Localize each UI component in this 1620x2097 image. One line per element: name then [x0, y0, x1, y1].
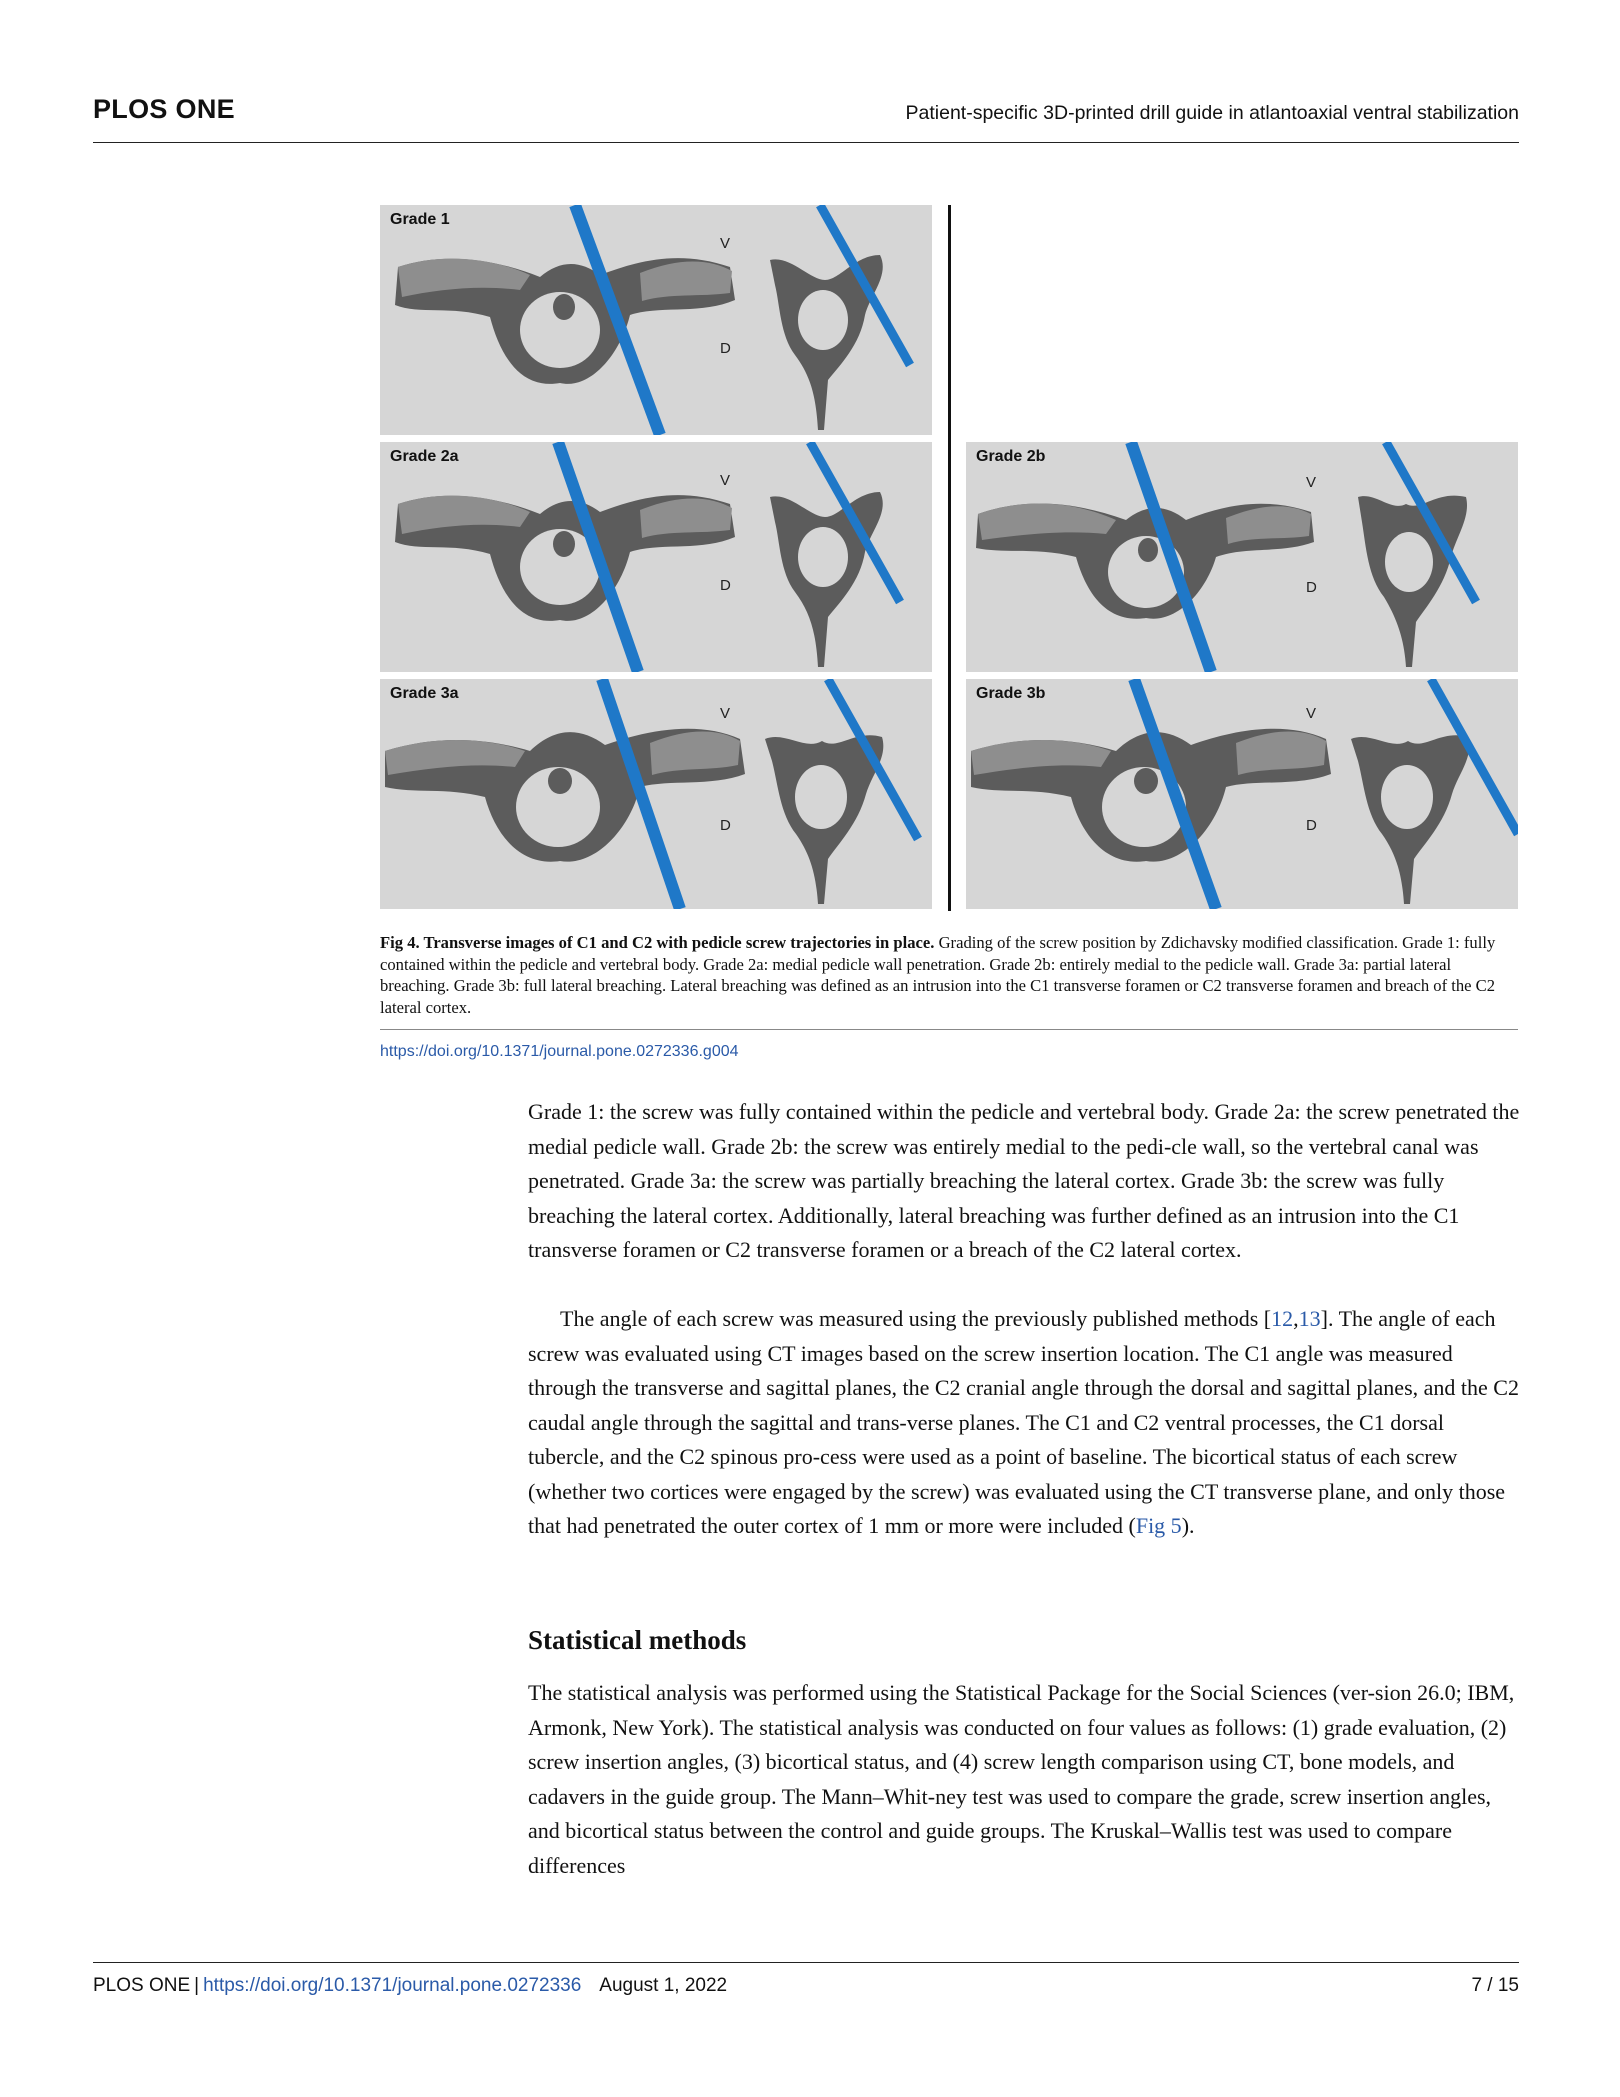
vertebra-illustration	[380, 205, 932, 435]
panel-grade-3a	[380, 679, 932, 909]
footer-separator: |	[194, 1975, 200, 1996]
header-rule	[93, 142, 1519, 143]
vertebra-illustration	[380, 442, 932, 672]
vertebra-illustration	[380, 679, 932, 909]
grade-label: Grade 2b	[976, 448, 1046, 465]
text: ]. The angle of each screw was evaluated using CT images based on the screw insertion location. The C1 angle was measured through the transverse and sagittal planes, the C2 cranial angle through the dorsal and sagittal planes, and the C2 caudal angle through the sagittal and trans-verse planes. The C1 and C2 ventral processes, the C1 dorsal tubercle, and the C2 spinous pro-cess were used as a point of baseline. The bicortical status of each screw (whether two cortices were engaged by the screw) was evaluated using the CT transverse plane, and only those that had penetrated the outer cortex of 1 mm or more were included (	[528, 1306, 1519, 1538]
dorsal-label: D	[1306, 817, 1317, 834]
figure-divider	[948, 205, 951, 911]
ref-separator: ,	[1293, 1306, 1299, 1331]
dorsal-label: D	[720, 340, 731, 357]
text: ).	[1181, 1513, 1195, 1538]
panel-grade-2a	[380, 442, 932, 672]
vertebra-illustration	[966, 679, 1518, 909]
footer-date: August 1, 2022	[599, 1975, 728, 1996]
ventral-label: V	[720, 705, 731, 722]
footer-doi-link[interactable]: https://doi.org/10.1371/journal.pone.0272336	[203, 1975, 582, 1996]
text: The angle of each screw was measured using the previously published methods [	[560, 1306, 1272, 1331]
caption-rule	[380, 1029, 1518, 1030]
journal-name: PLOS ONE	[93, 94, 235, 124]
running-title: Patient-specific 3D-printed drill guide in atlantoaxial ventral stabilization	[905, 102, 1519, 124]
dorsal-label: D	[720, 577, 731, 594]
fig5-link[interactable]: Fig 5	[1135, 1513, 1182, 1538]
ref-link-13[interactable]: 13	[1298, 1306, 1321, 1331]
footer-journal: PLOS ONE	[93, 1975, 191, 1996]
paragraph-grades: Grade 1: the screw was fully contained within the pedicle and vertebral body. Grade 2a: the screw penetrated the medial pedicle wall. Grade 2b: the screw was entirely medial to the pedi-cle wall, so the vertebral canal was penetrated. Grade 3a: the screw was partially breaching the lateral cortex. Grade 3b: the screw was fully breaching the lateral cortex. Additionally, lateral breaching was further defined as an intrusion into the C1 transverse foramen or C2 transverse foramen or a breach of the C2 lateral cortex.	[528, 1099, 1520, 1262]
grade-label: Grade 3b	[976, 685, 1046, 702]
page-number: 7 / 15	[1471, 1975, 1519, 1996]
ventral-label: V	[1306, 705, 1317, 722]
figure-caption	[380, 932, 1518, 1018]
footer	[93, 1975, 727, 1997]
panel-grade-3b	[966, 679, 1518, 909]
grade-label: Grade 2a	[390, 448, 459, 465]
paragraph-angles	[528, 1302, 1520, 1544]
ventral-label: V	[1306, 474, 1317, 491]
grade-label: Grade 3a	[390, 685, 459, 702]
dorsal-label: D	[720, 817, 731, 834]
caption-title: Fig 4. Transverse images of C1 and C2 with pedicle screw trajectories in place.	[380, 933, 935, 952]
vertebra-illustration	[966, 442, 1518, 672]
ventral-label: V	[720, 235, 731, 252]
panel-grade-1	[380, 205, 932, 435]
caption-text: Grading of the screw position by Zdichavsky modified classification. Grade 1: fully contained within the pedicle and vertebral body. Grade 2a: medial pedicle wall penetration. Grade 2b: entirely medial to the pedicle wall. Grade 3a: partial lateral breaching. Grade 3b: full lateral breaching. Lateral breaching was defined as an intrusion into the C1 transverse foramen or C2 transverse foramen and breach of the C2 lateral cortex.	[380, 933, 1496, 1017]
figure-doi-link[interactable]: https://doi.org/10.1371/journal.pone.0272336.g004	[380, 1043, 739, 1060]
grade-label: Grade 1	[390, 211, 450, 228]
figure-4	[380, 205, 1520, 915]
panel-grade-2b	[966, 442, 1518, 672]
footer-rule	[93, 1962, 1519, 1963]
ref-link-12[interactable]: 12	[1271, 1306, 1294, 1331]
dorsal-label: D	[1306, 579, 1317, 596]
paragraph-statistics: The statistical analysis was performed using the Statistical Package for the Social Sciences (ver-sion 26.0; IBM, Armonk, New York). The statistical analysis was conducted on four values as follows: (1) grade evaluation, (2) screw insertion angles, (3) bicortical status, and (4) screw length comparison using CT, bone models, and cadavers in the guide group. The Mann–Whit-ney test was used to compare the grade, screw insertion angles, and bicortical status between the control and guide groups. The Kruskal–Wallis test was used to compare differences	[528, 1680, 1515, 1878]
ventral-label: V	[720, 472, 731, 489]
section-heading: Statistical methods	[528, 1625, 747, 1655]
